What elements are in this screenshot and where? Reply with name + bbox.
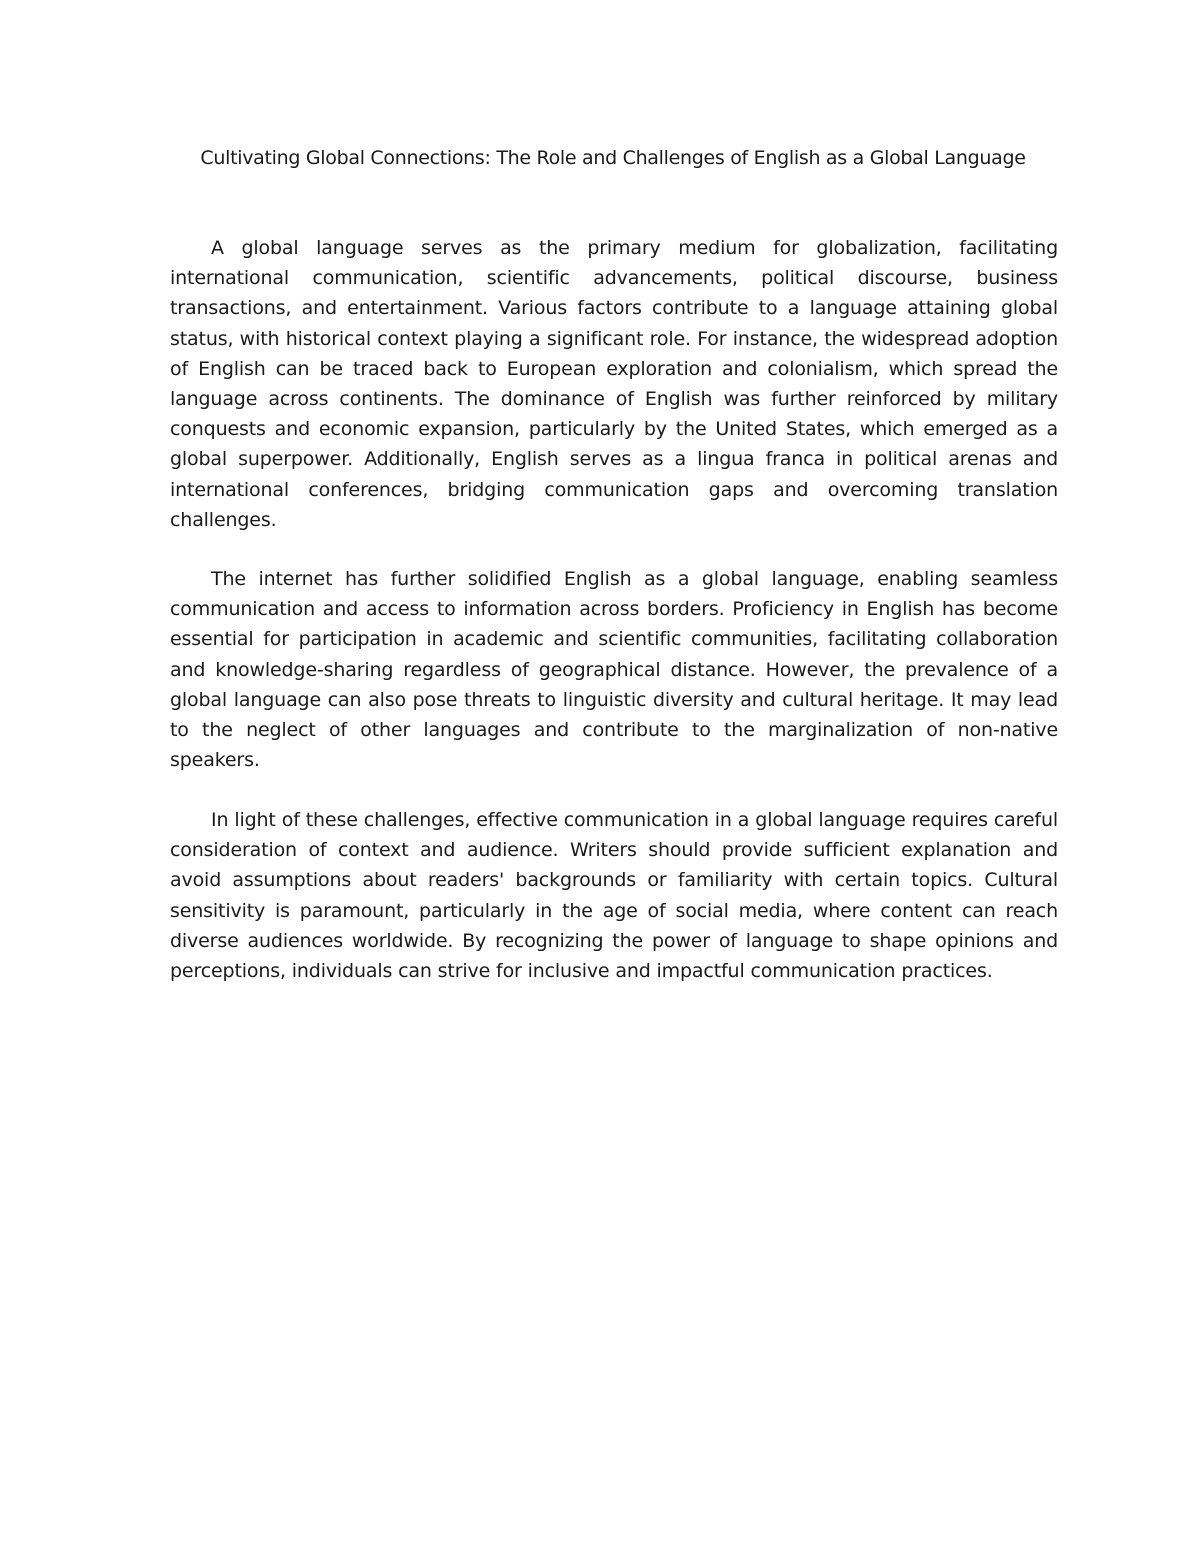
paragraph-1: A global language serves as the primary medium for globalization, facilitating international communication, scientific advancements, political discourse, business transactions, and entertainment. Various factors contribute to a language attaining global status, with historical context playing a significant role. For instance, the widespread adoption of English can be traced back to European exploration and colonialism, which spread the language across continents. The dominance of English was further reinforced by military conquests and economic expansion, particularly by the United States, which emerged as a global superpower. Additionally, English serves as a lingua franca in political arenas and international conferences, bridging communication gaps and overcoming translation challenges.: [170, 237, 1058, 531]
paragraph-3: In light of these challenges, effective communication in a global language requires careful consideration of context and audience. Writers should provide sufficient explanation and avoid assumptions about readers' backgrounds or familiarity with certain topics. Cultural sensitivity is paramount, particularly in the age of social media, where content can reach diverse audiences worldwide. By recognizing the power of language to shape opinions and perceptions, individuals can strive for inclusive and impactful communication practices.: [170, 809, 1058, 983]
paragraph-2: The internet has further solidified English as a global language, enabling seamless communication and access to information across borders. Proficiency in English has become essential for participation in academic and scientific communities, facilitating collaboration and knowledge-sharing regardless of geographical distance. However, the prevalence of a global language can also pose threats to linguistic diversity and cultural heritage. It may lead to the neglect of other languages and contribute to the marginalization of non-native speakers.: [170, 568, 1058, 772]
document-title: Cultivating Global Connections: The Role and Challenges of English as a Global Language: [200, 147, 1026, 169]
